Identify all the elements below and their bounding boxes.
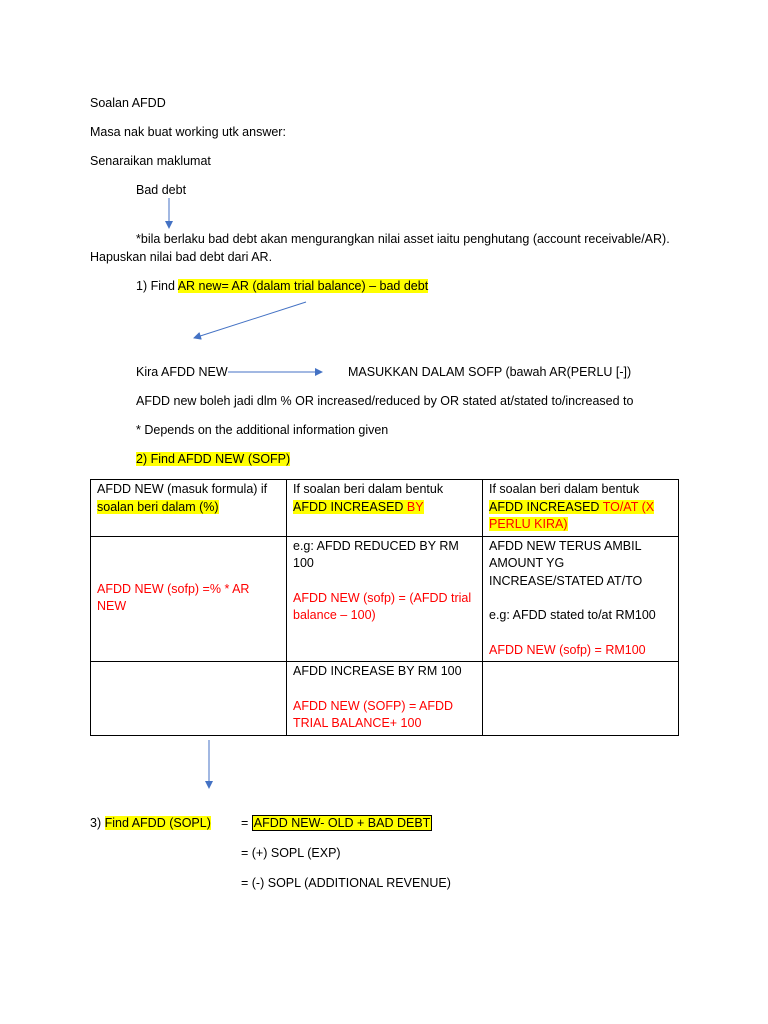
step-1-formula: AR new= AR (dalam trial balance) – bad debt [177, 279, 429, 293]
step-3-formula-box: AFDD NEW- OLD + BAD DEBT [253, 816, 431, 830]
note-line-1: *bila berlaku bad debt akan mengurangkan nilai asset iaitu penghutang (account receivable/AR). [136, 232, 670, 246]
cell-reduced-by: e.g: AFDD REDUCED BY RM 100 AFDD NEW (sofp) = (AFDD trial balance – 100) [287, 536, 483, 662]
table-header-row [91, 480, 679, 537]
note-line-2: Hapuskan nilai bad debt dari AR. [90, 250, 273, 264]
text-line-working: Masa nak buat working utk answer: [90, 125, 286, 139]
table-row [91, 536, 679, 662]
step-3-equation-1: = AFDD NEW- OLD + BAD DEBT [241, 816, 431, 830]
doc-title: Soalan AFDD [90, 96, 166, 110]
step-2 [136, 451, 290, 467]
text-depends: * Depends on the additional information given [136, 423, 389, 437]
step-3: 3) Find AFDD (SOPL) [90, 816, 211, 830]
text-masukkan-sofp: MASUKKAN DALAM SOFP (bawah AR(PERLU [-]) [348, 365, 632, 379]
arrow-diagonal [194, 302, 306, 338]
text-afdd-options: AFDD new boleh jadi dlm % OR increased/reduced by OR stated at/stated to/increased to [136, 394, 634, 408]
step-2-label: 2) Find AFDD NEW (SOFP) [136, 452, 291, 466]
text-bad-debt: Bad debt [136, 183, 187, 197]
afdd-table [90, 479, 679, 736]
step-3-label: Find AFDD (SOPL) [104, 816, 211, 830]
table-row [91, 662, 679, 736]
cell-increase-by: AFDD INCREASE BY RM 100 AFDD NEW (SOFP) = AFDD TRIAL BALANCE+ 100 [287, 662, 483, 736]
step-3-equation-2: = (+) SOPL (EXP) [241, 846, 341, 860]
text-line-senaraikan: Senaraikan maklumat [90, 154, 211, 168]
step-1-prefix: 1) Find [136, 279, 178, 293]
table-header-percent: AFDD NEW (masuk formula) if soalan beri dalam (%) [91, 480, 287, 537]
table-header-increased-to: If soalan beri dalam bentuk AFDD INCREASED TO/AT (X PERLU KIRA) [483, 480, 679, 537]
table-header-increased-by: If soalan beri dalam bentuk AFDD INCREASED BY [287, 480, 483, 537]
step-3-equation-3: = (-) SOPL (ADDITIONAL REVENUE) [241, 876, 451, 890]
cell-stated-to: AFDD NEW TERUS AMBIL AMOUNT YG INCREASE/STATED AT/TO e.g: AFDD stated to/at RM100 AFDD NEW (sofp) = RM100 [483, 536, 679, 662]
text-kira-afdd: Kira AFDD NEW [136, 365, 228, 379]
cell-empty [483, 662, 679, 736]
cell-percent-formula: AFDD NEW (sofp) =% * AR NEW [91, 536, 287, 662]
step-1 [136, 278, 428, 294]
cell-empty [91, 662, 287, 736]
